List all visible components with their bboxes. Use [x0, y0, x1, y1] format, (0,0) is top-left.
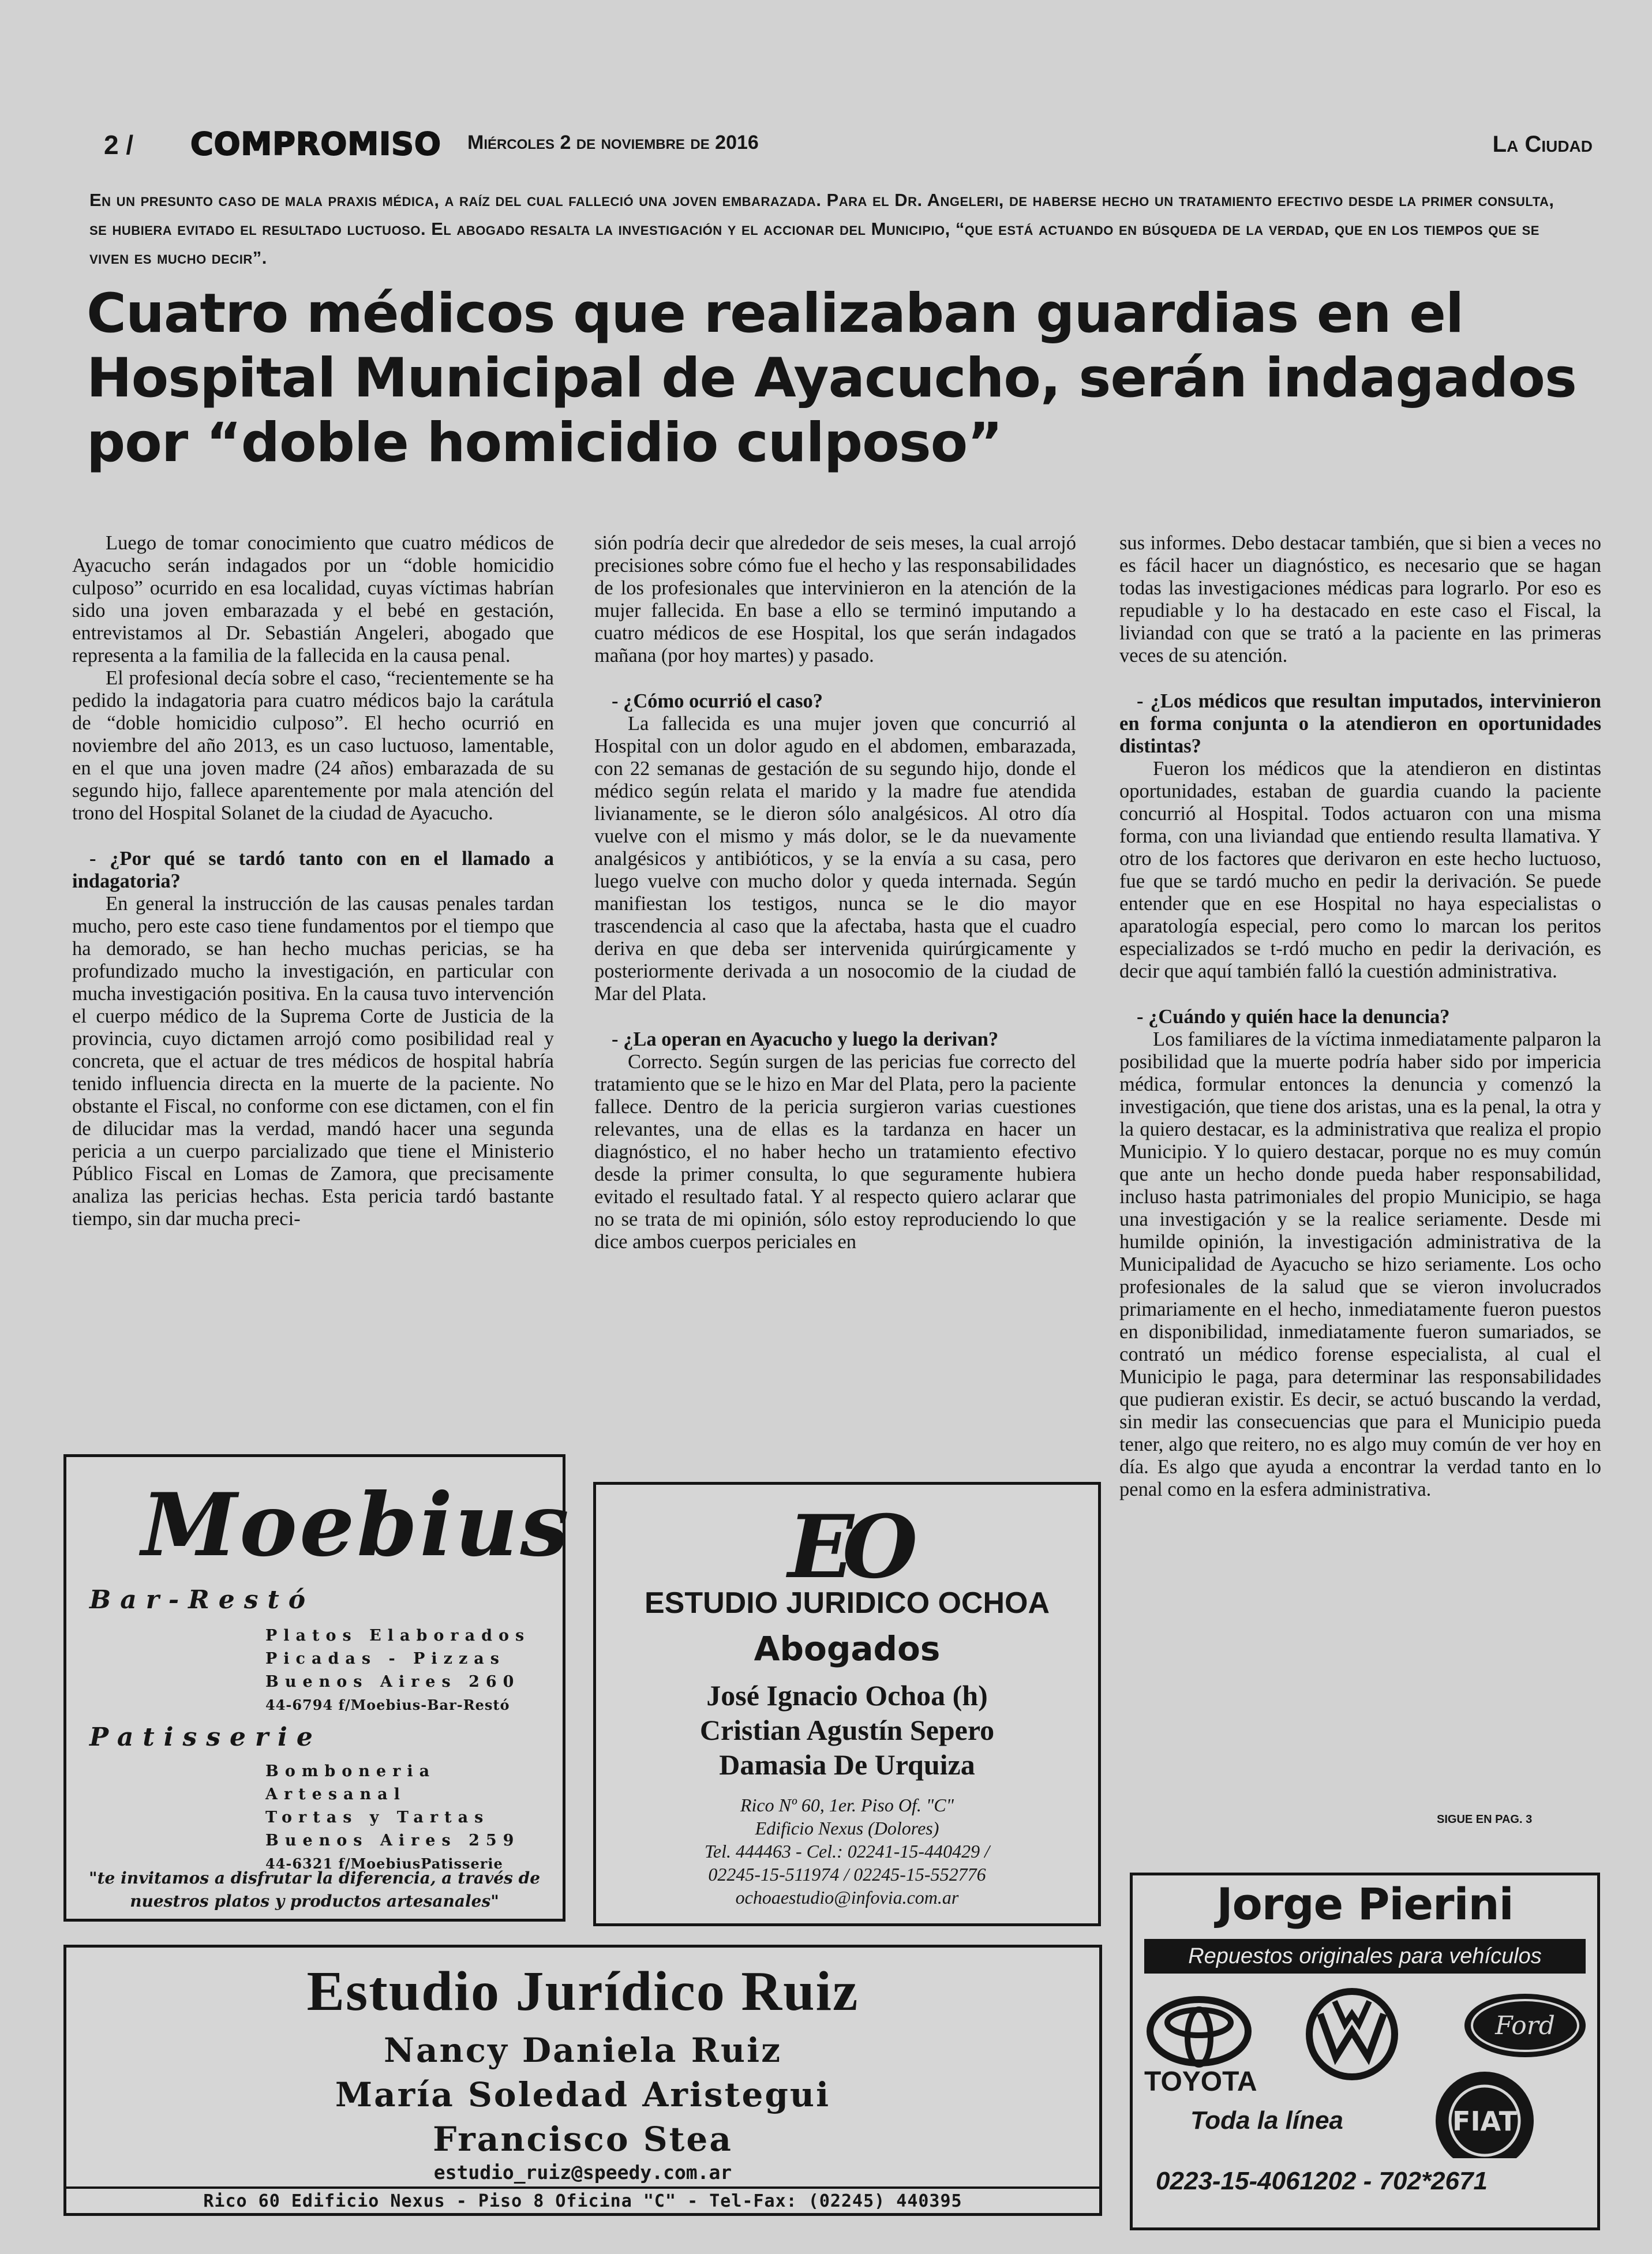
ad-line: Bomboneria Artesanal: [265, 1762, 436, 1803]
paragraph: El profesional decía sobre el caso, “recientemente se ha pedido la indagatoria para cuatro médicos bajo la carátula de “doble homicidio culposo”. El hecho ocurrió en noviembre del año 2013, es un caso luctuoso, lamentable, en el que una joven madre (24 años) embarazada de su segundo hijo, fallece aparentemente por mala atención del trono del Hospital Solanet de la ciudad de Ayacucho.: [72, 667, 554, 824]
ad-ochoa: [593, 1482, 1101, 1926]
article-column-2: [594, 532, 1076, 1253]
issue-date: Miércoles 2 de noviembre de 2016: [467, 132, 759, 153]
ad-pierini-tagline: Repuestos originales para vehículos: [1144, 1939, 1586, 1974]
page-header: [104, 126, 1593, 166]
paragraph: Los familiares de la víctima inmediatamente palparon la posibilidad que la muerte podría haber sido por impericia médica, formular entonces la denuncia y comenzó la investigación, que tiene dos aristas, una es la penal, la otra y la quiero destacar, es la administrativa que realiza el propio Municipio. Y lo quiero destacar, porque no es muy común que ante un hecho donde pueda haber responsabilidad, incluso hasta patrimoniales del propio Municipio, se haga una investigación y se la realice seriamente. Desde mi humilde opinión, la investigación administrativa de la Municipalidad de Ayacucho se hizo seriamente. Los ocho profesionales de la salud que se vieron involucrados primariamente en el hecho, inmediatamente fueron puestos en disponibilidad, inmediatamente fueron sumariados, se contrató un médico forense especialista, al cual el Municipio le paga, para determinar las responsabilidades que pudieran existir. Es decir, se actuó buscando la verdad, sin medir las consecuencias que para el Municipio pueda tener, algo que reitero, no es algo muy común de ver hoy en día. Es algo que ayuda a encontrar la verdad tanto en lo penal como en la esfera administrativa.: [1119, 1028, 1601, 1500]
ad-line: 44-6794 f/Moebius-Bar-Restó: [265, 1697, 510, 1713]
ad-ochoa-monogram: EO: [788, 1496, 906, 1598]
toyota-logo-icon: [1150, 2000, 1248, 2065]
ad-pierini-brand-name: TOYOTA: [1144, 2066, 1257, 2097]
paragraph: La fallecida es una mujer joven que concurrió al Hospital con un dolor agudo en el abdomen, embarazada, con 22 semanas de gestación de su segundo hijo, donde el médico según relata el marido y la madre fue atendida livianamente, se le dieron sólo analgésicos. Al otro día vuelve con el mismo y más dolor, se le da nuevamente analgésicos y antibióticos, y se la envía a su casa, pero luego vuelve con mucho dolor y queda internada. Según manifiestan los testigos, nunca se le dio mayor trascendencia al caso que la afectaba, hasta que el cuadro deriva en que deba ser intervenida quirúrgicamente y posteriormente derivada a un nosocomio de la ciudad de Mar del Plata.: [594, 713, 1076, 1005]
ad-pierini-line: Toda la línea: [1190, 2106, 1343, 2135]
ad-line: Tortas y Tartas: [265, 1809, 490, 1826]
paragraph: Fueron los médicos que la atendieron en distintas oportunidades, estaban de guardia cuando la paciente concurrió al Hospital. Todos actuaron con una misma forma, con una liviandad que entiendo resulta llamativa. Y otro de los factores que derivaron en este hecho luctuoso, fue que se tardó mucho en pedir la derivación. Se puede entender que en ese Hospital no haya especialistas o aparatología especial, pero como lo marcan los peritos especializados se t-rdó mucho en pedir la derivación, es decir que aquí también falló la cuestión administrativa.: [1119, 758, 1601, 982]
section-name: La Ciudad: [1492, 132, 1593, 157]
lawyer-name: Nancy Daniela Ruiz: [383, 2031, 782, 2070]
ad-line: Buenos Aires 260: [265, 1673, 520, 1691]
contact-line: 02245-15-511974 / 02245-15-552776: [708, 1864, 986, 1885]
ad-moebius-slogan: "te invitamos a disfrutar la diferencia, a través de nuestros platos y productos artesanales": [88, 1869, 541, 1911]
lawyer-name: Cristian Agustín Sepero: [699, 1714, 995, 1746]
volkswagen-logo-icon: [1306, 1988, 1398, 2080]
ad-line: Picadas - Pizzas: [265, 1650, 505, 1668]
page-number: 2 /: [104, 130, 134, 160]
ad-ruiz: [63, 1945, 1102, 2216]
ad-ochoa-contact: [596, 1794, 1098, 1909]
publication-logo: COMPROMISO: [190, 126, 441, 162]
headline: Cuatro médicos que realizaban guardias en el Hospital Municipal de Ayacucho, serán indagados por “doble homicidio culposo”: [87, 282, 1576, 474]
continued-note: SIGUE EN PAG. 3: [1437, 1813, 1533, 1826]
ad-pierini-phone: 0223-15-4061202 - 702*2671: [1156, 2167, 1488, 2195]
lawyer-name: José Ignacio Ochoa (h): [706, 1679, 988, 1712]
svg-text:FIAT: FIAT: [1452, 2106, 1517, 2137]
contact-line: ochoaestudio@infovia.com.ar: [735, 1887, 959, 1908]
ad-moebius-details: [265, 1624, 530, 1717]
svg-text:Ford: Ford: [1495, 2011, 1555, 2040]
ad-ruiz-address: Rico 60 Edificio Nexus - Piso 8 Oficina "C" - Tel-Fax: (02245) 440395: [66, 2186, 1099, 2214]
ad-ruiz-title: Estudio Jurídico Ruiz: [306, 1960, 859, 2023]
ad-ruiz-email: estudio_ruiz@speedy.com.ar: [433, 2161, 732, 2184]
paragraph: Luego de tomar conocimiento que cuatro médicos de Ayacucho serán indagados por un “doble homicidio culposo” ocurrido en esa localidad, cuyas víctimas habrían sido una joven embarazada y el bebé en gestación, entrevistamos al Dr. Sebastián Angeleri, abogado que representa a la familia de la fallecida en la causa penal.: [72, 532, 554, 667]
ad-moebius-title: Moebius: [141, 1474, 571, 1576]
ad-ochoa-name: ESTUDIO JURIDICO OCHOA: [644, 1586, 1050, 1620]
lawyer-name: Francisco Stea: [433, 2120, 733, 2159]
interview-question: - ¿Cuándo y quién hace la denuncia?: [1137, 1006, 1450, 1028]
ad-moebius-details-2: [265, 1760, 563, 1875]
ad-moebius-subtitle: Bar-Restó: [89, 1585, 315, 1615]
ad-line: Buenos Aires 259: [265, 1832, 520, 1849]
contact-line: Rico Nº 60, 1er. Piso Of. "C": [740, 1795, 954, 1815]
lawyer-name: María Soledad Aristegui: [335, 2075, 831, 2114]
paragraph: sión podría decir que alrededor de seis meses, la cual arrojó precisiones sobre cómo fue el hecho y las responsabilidades de los profesionales que intervinieron en la atención de la mujer fallecida. En base a ello se terminó imputando a cuatro médicos de ese Hospital, los que serán indagados mañana (por hoy martes) y pasado.: [594, 532, 1076, 667]
ad-ochoa-role: Abogados: [754, 1629, 941, 1668]
ad-pierini-title: Jorge Pierini: [1216, 1878, 1514, 1930]
ad-line: Platos Elaborados: [265, 1627, 531, 1645]
interview-question: - ¿Cómo ocurrió el caso?: [612, 690, 823, 712]
ad-line: 44-6321 f/MoebiusPatisserie: [265, 1855, 503, 1872]
article-column-1: [72, 532, 554, 1230]
interview-question: - ¿Por qué se tardó tanto con en el llamado a indagatoria?: [72, 848, 554, 892]
paragraph: Correcto. Según surgen de las pericias fue correcto del tratamiento que se le hizo en Mar del Plata, pero la paciente fallece. Dentro de la pericia surgieron varias cuestiones relevantes, una de ellas es la tardanza en hacer un diagnóstico, el no haber hecho un tratamiento efectivo desde la primer consulta, lo que seguramente hubiera evitado el resultado fatal. Y al respecto quiero aclarar que no se trata de mi opinión, sólo estoy reproduciendo lo que dice ambos cuerpos periciales en: [594, 1051, 1076, 1253]
interview-question: - ¿Los médicos que resultan imputados, intervinieron en forma conjunta o la atendieron en oportunidades distintas?: [1119, 690, 1601, 757]
contact-line: Tel. 444463 - Cel.: 02241-15-440429 /: [705, 1841, 990, 1862]
ad-moebius-subtitle-2: Patisserie: [89, 1723, 322, 1752]
lead-paragraph: En un presunto caso de mala praxis médica, a raíz del cual falleció una joven embarazada. Para el Dr. Angeleri, de haberse hecho un tratamiento efectivo desde la primer consulta, se hubiera evitado el resultado luctuoso. El abogado resalta la investigación y el accionar del Municipio, “que está actuando en búsqueda de la verdad, que en los tiempos que se viven es mucho decir”.: [89, 190, 1554, 268]
ad-moebius: [63, 1454, 571, 1922]
contact-line: Edificio Nexus (Dolores): [755, 1818, 939, 1839]
fiat-logo-icon: [1436, 2072, 1534, 2158]
ad-ruiz-names: [66, 2028, 1099, 2162]
lawyer-name: Damasia De Urquiza: [719, 1748, 975, 1781]
paragraph: sus informes. Debo destacar también, que si bien a veces no es fácil hacer un diagnóstico, es necesario que se hagan todas las investigaciones médicas para lograrlo. Por eso es repudiable y lo ha destacado en este caso el Fiscal, la liviandad con que se trató a la paciente en las primeras veces de su atención.: [1119, 532, 1601, 667]
article-column-3: [1119, 532, 1601, 1501]
interview-question: - ¿La operan en Ayacucho y luego la derivan?: [612, 1028, 999, 1050]
ad-ochoa-lawyers: [596, 1678, 1098, 1782]
paragraph: En general la instrucción de las causas penales tardan mucho, pero este caso tiene fundamentos por el tiempo que ha demorado, se han hecho muchas pericias, se ha profundizado mucho la investigación, en particular con mucha investigación positiva. En la causa tuvo intervención el cuerpo médico de la Suprema Corte de Justicia de la provincia, cuyo dictamen arrojó como posibilidad real y concreta, que el actuar de tres médicos de hospital habría tenido influencia directa en la muerte de la paciente. No obstante el Fiscal, no conforme con ese dictamen, con el fin de dilucidar mas la verdad, mandó hacer una segunda pericia a un cuerpo parcializado que tiene el Ministerio Público Fiscal en Lomas de Zamora, que precisamente analiza las pericias hechas. Esta pericia tardó bastante tiempo, sin dar mucha preci-: [72, 893, 554, 1230]
ford-logo-icon: [1464, 1994, 1586, 2057]
ad-pierini: [1130, 1873, 1600, 2230]
